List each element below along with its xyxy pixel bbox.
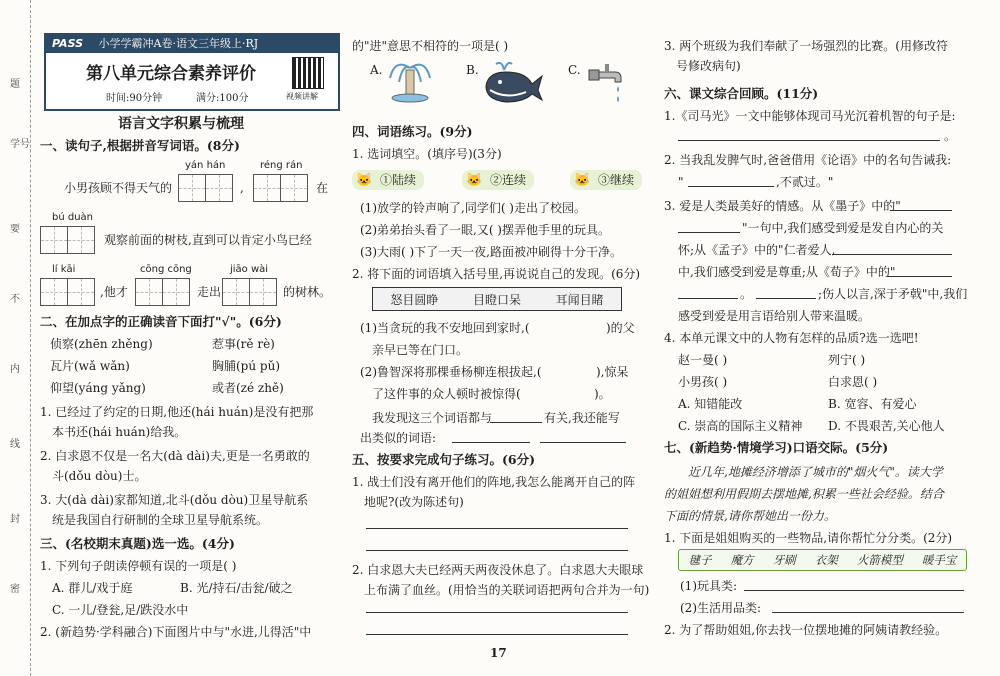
answer-line[interactable] — [366, 528, 628, 529]
exam-score: 满分:100分 — [196, 93, 249, 104]
fill-sentence: )的父 — [606, 321, 635, 335]
s1-text: 小男孩顾不得天气的 — [64, 181, 173, 195]
brand-logo: PASS — [52, 37, 84, 50]
question-text: 1. 战士们没有离开他们的阵地,我怎么能离开自己的阵 — [352, 475, 636, 489]
fill-sentence: 感受到爱是用言语给别人带来温暖。 — [678, 309, 871, 323]
picture-option-label[interactable]: A. — [370, 63, 383, 77]
answer-line[interactable] — [744, 590, 964, 591]
answer-blank[interactable] — [756, 298, 816, 299]
choice-option[interactable]: A. 群儿/戏于庭 — [52, 581, 133, 595]
word-bank-item: 目瞪口呆 — [472, 292, 521, 307]
item-list — [678, 549, 967, 571]
fill-sentence: (2)鲁智深将那棵垂杨柳连根拔起,( — [360, 365, 542, 379]
fill-sentence: (3)大雨( )下了一天一夜,路面被冲刷得十分干净。 — [360, 245, 622, 259]
question-text: 1. 下面是姐姐购买的一些物品,请你帮忙分分类。(2分) — [664, 531, 953, 545]
question-text: 地呢?(改为陈述句) — [364, 495, 464, 509]
answer-line[interactable] — [366, 550, 628, 551]
answer-blank[interactable] — [540, 442, 626, 443]
question-text: 上布满了血丝。(用恰当的关联词语把两句合并为一句) — [364, 583, 650, 597]
reading-option[interactable]: 侦察(zhēn zhěng) — [50, 337, 153, 351]
binding-mark: 线 — [10, 439, 20, 450]
section-1-title: 一、读句子,根据拼音写词语。(8分) — [40, 138, 240, 153]
question-text: 本书还(hái huán)给我。 — [52, 425, 187, 439]
answer-blank[interactable] — [452, 442, 530, 443]
video-label: 视频讲解 — [286, 92, 318, 101]
s1-text: ,他才 — [100, 285, 128, 299]
picture-option-label[interactable]: B. — [466, 63, 479, 77]
char-grid[interactable] — [40, 226, 95, 254]
reading-option[interactable]: 胸脯(pú pǔ) — [212, 359, 280, 373]
item: 暖手宝 — [921, 553, 957, 567]
answer-blank[interactable] — [890, 210, 952, 211]
reading-option[interactable]: 或者(zé zhě) — [212, 381, 284, 395]
binding-mark: 密 — [10, 584, 20, 595]
section-7-title: 七、(新趋势·情境学习)口语交际。(5分) — [664, 440, 889, 455]
answer-line[interactable] — [366, 634, 628, 635]
fill-sentence: 3. 爱是人类最美好的情感。从《墨子》中的" — [664, 199, 901, 213]
fill-sentence: 。 — [740, 287, 753, 301]
answer-blank[interactable] — [832, 254, 952, 255]
binding-mark: 学号 — [10, 139, 30, 150]
item: 毽子 — [688, 553, 712, 567]
pinyin: bú duàn — [52, 212, 94, 223]
answer-line[interactable] — [678, 140, 940, 141]
fill-sentence: (1)当贪玩的我不安地回到家时,( — [360, 321, 530, 335]
fill-sentence: 了这件事的众人顿时被惊得( — [372, 387, 521, 401]
reading-option[interactable]: 惹事(rě rè) — [212, 337, 275, 351]
answer-line[interactable] — [772, 612, 964, 613]
fountain-icon — [385, 58, 435, 104]
word-tag-label: ①陆续 — [380, 173, 417, 187]
choice-option[interactable]: B. 宽容、有爱心 — [828, 397, 917, 411]
question-text: 1. 已经过了约定的日期,他还(hái huán)是没有把那 — [40, 405, 314, 419]
part-title: 语言文字积累与梳理 — [118, 116, 244, 132]
question-text: 2. 白求恩大夫已经两天两夜没休息了。白求恩大夫眼球 — [352, 563, 644, 577]
fill-sentence: ;伤人以言,深于矛戟"中,我们 — [818, 287, 968, 301]
fill-sentence: 中,我们感受到爱是尊重;从《荀子》中的" — [678, 265, 896, 279]
match-item[interactable]: 白求恩( ) — [828, 375, 878, 389]
binding-mark: 题 — [10, 79, 20, 90]
question-text: 的"进"意思不相符的一项是( ) — [352, 39, 509, 53]
reading-option[interactable]: 瓦片(wǎ wǎn) — [50, 359, 130, 373]
char-grid[interactable] — [178, 174, 233, 202]
reading-option[interactable]: 仰望(yáng yǎng) — [50, 381, 146, 395]
char-grid[interactable] — [253, 174, 308, 202]
word-tag[interactable] — [462, 170, 534, 190]
cat-icon: 🐱 — [574, 173, 591, 188]
fill-sentence: 怀;从《孟子》中的"仁者爱人, — [678, 243, 836, 257]
question-text: 3. 大(dà dài)家都知道,北斗(dǒu dòu)卫星导航系 — [40, 493, 309, 507]
item: 火箭模型 — [856, 553, 903, 567]
answer-blank[interactable] — [678, 232, 740, 233]
question-text: 1. 选词填空。(填序号)(3分) — [352, 147, 502, 161]
section-3-title: 三、(名校期末真题)选一选。(4分) — [40, 536, 235, 551]
cat-icon: 🐱 — [356, 173, 373, 188]
pinyin: cōng cōng — [140, 264, 192, 275]
s1-text: 在 — [316, 181, 329, 195]
s1-text: 走出 — [197, 285, 222, 299]
fill-sentence: (2)弟弟抬头看了一眼,又( )摆弄他手里的玩具。 — [360, 223, 610, 237]
fill-sentence: 我发现这三个词语都与 — [372, 411, 493, 425]
question-text: 4. 本单元课文中的人物有怎样的品质?选一选吧! — [664, 331, 919, 345]
question-text: 2. 为了帮助姐姐,你去找一位摆地摊的阿姨请教经验。 — [664, 623, 948, 637]
section-5-title: 五、按要求完成句子练习。(6分) — [352, 452, 536, 467]
section-4-title: 四、词语练习。(9分) — [352, 124, 473, 139]
word-tag-label: ③继续 — [598, 173, 635, 187]
fill-sentence: "一句中,我们感受到爱是发自内心的关 — [742, 221, 944, 235]
question-text: 2. (新趋势·学科融合)下面图片中与"水进,儿得活"中 — [40, 625, 312, 639]
word-tag[interactable] — [570, 170, 642, 190]
item: 牙刷 — [772, 553, 796, 567]
word-tag-label: ②连续 — [490, 173, 527, 187]
question-text: 2. 当我乱发脾气时,爸爸借用《论语》中的名句告诫我: — [664, 153, 952, 167]
pinyin: lí kāi — [52, 264, 76, 275]
s1-text: , — [240, 181, 244, 195]
fill-sentence: 亲早已等在门口。 — [372, 343, 469, 357]
scenario-text: 近几年,地摊经济增添了城市的"烟火气"。读大学 — [688, 465, 943, 479]
question-text: 统是我国自行研制的全球卫星导航系统。 — [52, 513, 269, 527]
pinyin: réng rán — [260, 160, 303, 171]
char-grid[interactable] — [222, 278, 277, 306]
punct: 。 — [944, 129, 957, 143]
question-text: 2. 白求恩不仅是一名大(dà dài)夫,更是一名勇敢的 — [40, 449, 310, 463]
char-grid[interactable] — [40, 278, 95, 306]
question-text: 号修改病句) — [676, 59, 741, 73]
pinyin: yán hán — [185, 160, 226, 171]
pinyin: jiāo wài — [230, 264, 269, 275]
cat-icon: 🐱 — [466, 173, 483, 188]
category-label: (2)生活用品类: — [680, 601, 762, 615]
qr-code-icon[interactable] — [292, 57, 324, 89]
word-bank-item: 怒目圆睁 — [390, 292, 439, 307]
binding-mark: 不 — [10, 294, 20, 305]
question-text: 3. 两个班级为我们奉献了一场强烈的比赛。(用修改符 — [664, 39, 948, 53]
answer-line[interactable] — [366, 612, 628, 613]
match-item[interactable]: 列宁( ) — [828, 353, 866, 367]
section-2-title: 二、在加点字的正确读音下面打"√"。(6分) — [40, 314, 282, 329]
choice-option[interactable]: C. 崇高的国际主义精神 — [678, 419, 803, 433]
page-number: 17 — [490, 646, 507, 660]
question-text: 2. 将下面的词语填入括号里,再说说自己的发现。(6分) — [352, 267, 641, 281]
s1-text: 的树林。 — [283, 285, 332, 299]
fill-sentence: (1)放学的铃声响了,同学们( )走出了校园。 — [360, 201, 586, 215]
word-tag[interactable] — [352, 170, 424, 190]
binding-mark: 要 — [10, 224, 20, 235]
picture-option-label[interactable]: C. — [568, 63, 581, 77]
binding-margin — [0, 0, 31, 676]
scenario-text: 的姐姐想利用假期去摆地摊,积累一些社会经验。结合 — [664, 487, 944, 501]
question-text: 1.《司马光》一文中能够体现司马光沉着机智的句子是: — [664, 109, 956, 123]
faucet-icon — [585, 60, 625, 106]
match-item[interactable]: 小男孩( ) — [678, 375, 728, 389]
item: 魔方 — [730, 553, 754, 567]
choice-option[interactable]: C. 一儿/登瓮,足/跌没水中 — [52, 603, 189, 617]
answer-blank[interactable] — [688, 186, 774, 187]
word-bank — [372, 287, 622, 311]
answer-blank[interactable] — [490, 422, 542, 423]
category-label: (1)玩具类: — [680, 579, 738, 593]
char-grid[interactable] — [135, 278, 190, 306]
fill-sentence: " — [678, 175, 684, 189]
word-bank-item: 耳闻目睹 — [555, 292, 604, 307]
page-title: 第八单元综合素养评价 — [86, 64, 256, 84]
s1-text: 观察前面的树枝,直到可以肯定小鸟已经 — [104, 233, 312, 247]
fill-sentence: ,不贰过。" — [776, 175, 834, 189]
exam-time: 时间:90分钟 — [106, 93, 163, 104]
choice-option[interactable]: B. 光/持石/击瓮/破之 — [180, 581, 293, 595]
whale-icon — [480, 60, 544, 106]
fill-sentence: )。 — [594, 387, 611, 401]
question-text: 1. 下列句子朗读停顿有误的一项是( ) — [40, 559, 237, 573]
fill-sentence: 有关,我还能写 — [544, 411, 620, 425]
series-label: 小学学霸冲A卷·语文三年级上·RJ — [98, 37, 259, 50]
section-6-title: 六、课文综合回顾。(11分) — [664, 86, 819, 101]
binding-mark: 内 — [10, 364, 20, 375]
answer-blank[interactable] — [888, 276, 952, 277]
fill-sentence: 出类似的词语: — [360, 431, 437, 445]
scenario-text: 下面的情景,请你帮她出一份力。 — [664, 509, 836, 523]
exam-header — [44, 33, 340, 111]
choice-option[interactable]: D. 不畏艰苦,关心他人 — [828, 419, 945, 433]
question-text: 斗(dǒu dòu)士。 — [52, 469, 147, 483]
choice-option[interactable]: A. 知错能改 — [678, 397, 743, 411]
answer-blank[interactable] — [678, 298, 738, 299]
item: 衣架 — [814, 553, 838, 567]
binding-mark: 封 — [10, 514, 20, 525]
fill-sentence: ),惊呆 — [596, 365, 629, 379]
match-item[interactable]: 赵一曼( ) — [678, 353, 728, 367]
